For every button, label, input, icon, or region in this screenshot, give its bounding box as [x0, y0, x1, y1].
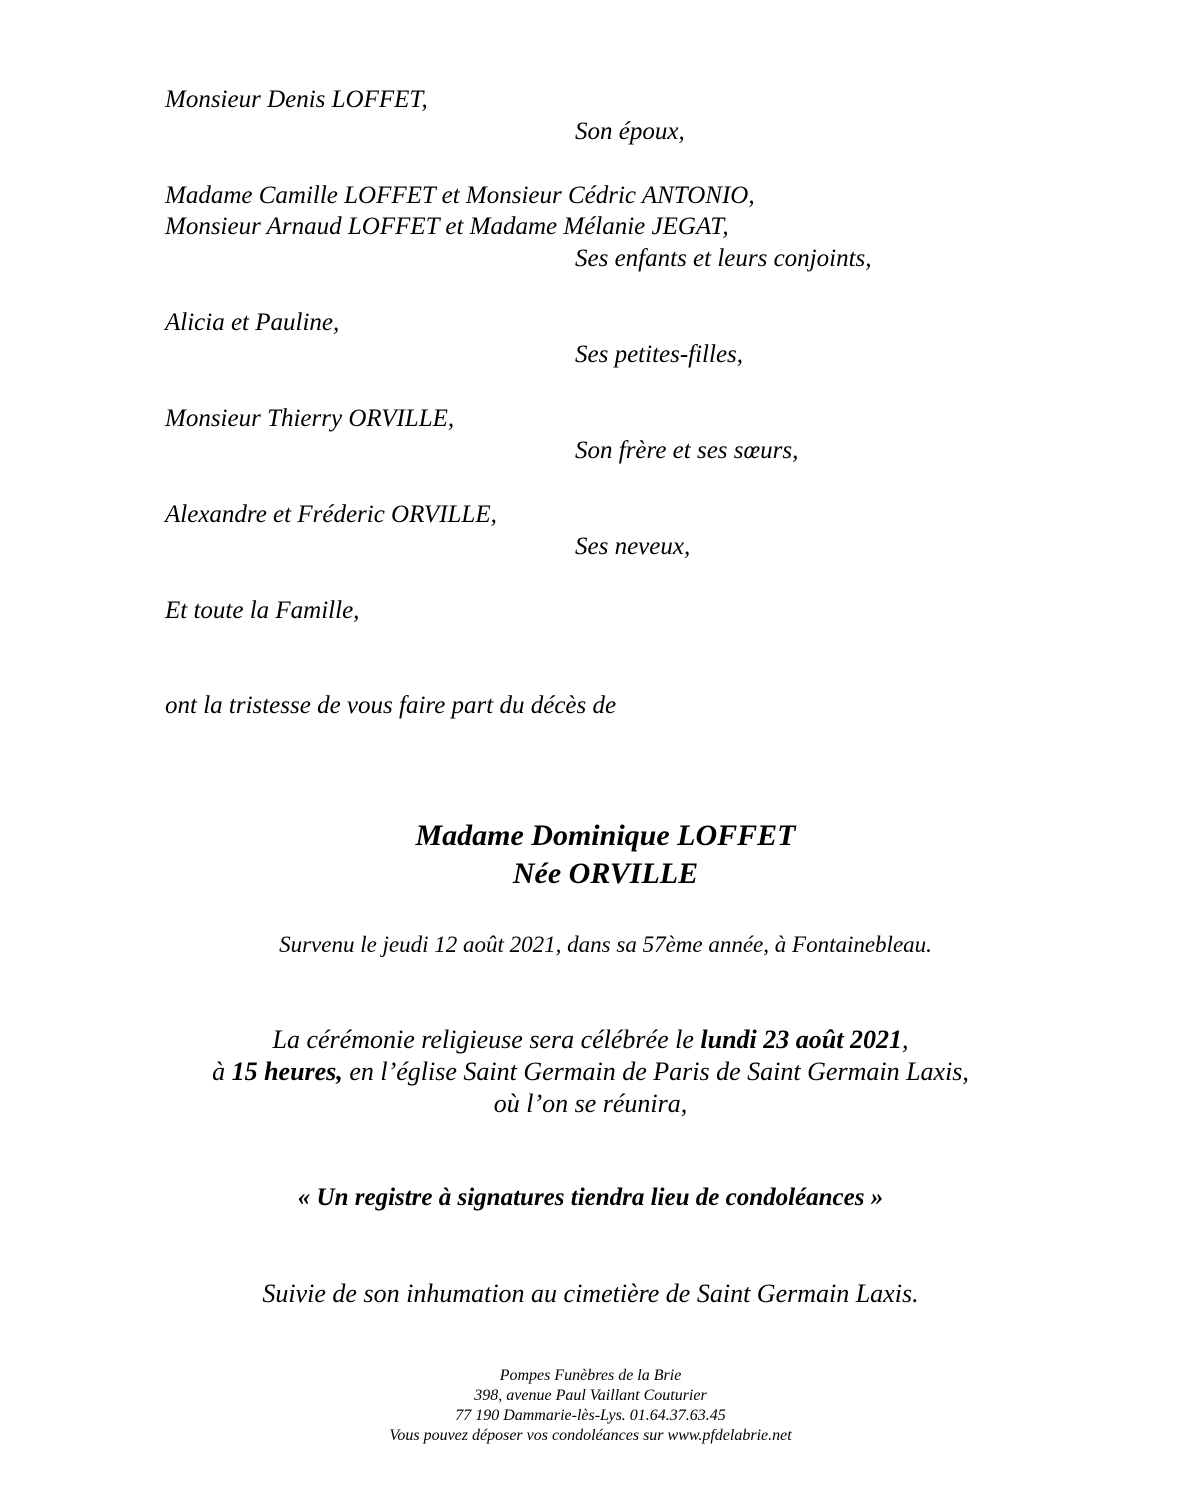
ceremony-text: La cérémonie religieuse sera célébrée le — [272, 1025, 701, 1054]
ceremony-punct: , — [901, 1025, 909, 1054]
family-name-line: Monsieur Arnaud LOFFET et Madame Mélanie JEGAT, — [165, 213, 729, 240]
family-name-line: Alexandre et Fréderic ORVILLE, — [165, 501, 497, 528]
family-name-line: Et toute la Famille, — [165, 597, 360, 624]
family-relation: Ses petites-filles, — [575, 341, 744, 368]
ceremony-line-2 — [0, 1056, 1181, 1088]
ceremony-line-3: où l’on se réunira, — [493, 1089, 688, 1118]
ceremony-date: lundi 23 août 2021 — [700, 1025, 902, 1054]
ceremony-location: en l’église Saint Germain de Paris de Saint Germain Laxis, — [342, 1057, 969, 1086]
family-relation: Son frère et ses sœurs, — [575, 437, 799, 464]
deceased-maiden-name: Née ORVILLE — [512, 857, 699, 890]
footer-address: 398, avenue Paul Vaillant Couturier — [474, 1387, 707, 1404]
family-relation: Ses neveux, — [575, 533, 691, 560]
ceremony-time: 15 heures, — [231, 1057, 343, 1086]
footer-company: Pompes Funèbres de la Brie — [499, 1367, 682, 1384]
footer-city-phone: 77 190 Dammarie-lès-Lys. 01.64.37.63.45 — [455, 1407, 726, 1424]
family-name-line: Monsieur Thierry ORVILLE, — [165, 405, 455, 432]
footer-condolences: Vous pouvez déposer vos condoléances sur www.pfdelabrie.net — [389, 1427, 792, 1444]
family-name-line: Alicia et Pauline, — [165, 309, 340, 336]
family-name-line: Monsieur Denis LOFFET, — [165, 86, 428, 113]
announcement-text: ont la tristesse de vous faire part du décès de — [165, 692, 617, 719]
burial-notice: Suivie de son inhumation au cimetière de Saint Germain Laxis. — [262, 1279, 919, 1308]
family-name-line: Madame Camille LOFFET et Monsieur Cédric ANTONIO, — [165, 182, 755, 209]
ceremony-prefix: à — [212, 1057, 232, 1086]
family-relation: Son époux, — [575, 118, 685, 145]
ceremony-line-1 — [0, 1024, 1181, 1056]
death-notice: Survenu le jeudi 12 août 2021, dans sa 57ème année, à Fontainebleau. — [279, 932, 932, 957]
deceased-name: Madame Dominique LOFFET — [415, 819, 796, 852]
registry-notice: « Un registre à signatures tiendra lieu de condoléances » — [297, 1184, 884, 1211]
family-relation: Ses enfants et leurs conjoints, — [575, 245, 872, 272]
